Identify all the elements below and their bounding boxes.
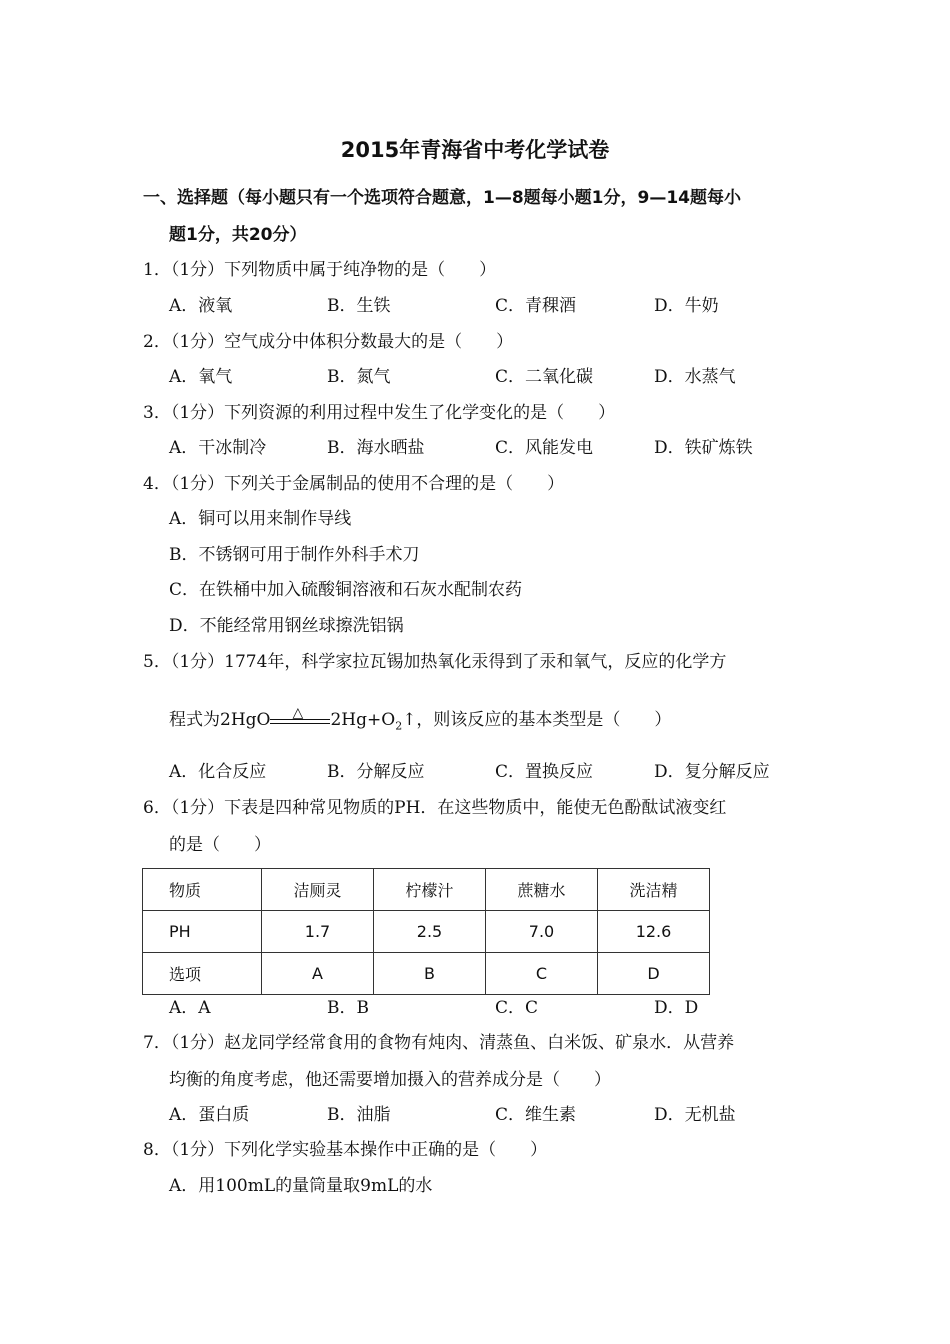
question-7-stem: 7．（1分）赵龙同学经常食用的食物有炖肉、清蒸鱼、白米饭、矿泉水．从营养 (143, 1033, 735, 1053)
table-row (143, 953, 710, 995)
question-6-option-d: D．D (654, 998, 699, 1018)
table-row (143, 911, 710, 953)
table-cell: 7.0 (486, 911, 598, 953)
question-4-option-c: C．在铁桶中加入硫酸铜溶液和石灰水配制农药 (169, 580, 523, 600)
table-cell: C (486, 953, 598, 995)
table-cell: 12.6 (598, 911, 710, 953)
question-3-stem: 3．（1分）下列资源的利用过程中发生了化学变化的是（ ） (143, 403, 616, 423)
table-cell: 1.7 (262, 911, 374, 953)
question-5-option-b: B．分解反应 (327, 762, 425, 782)
question-8-stem: 8．（1分）下列化学实验基本操作中正确的是（ ） (143, 1140, 548, 1160)
question-3-option-a: A．干冰制冷 (169, 438, 267, 458)
question-4-option-a: A．铜可以用来制作导线 (169, 509, 352, 529)
question-5-equation-line (169, 704, 672, 737)
question-5-option-a: A．化合反应 (169, 762, 267, 782)
heat-condition-icon: △ (292, 704, 304, 721)
table-cell: 洁厕灵 (262, 869, 374, 911)
question-7-option-d: D．无机盐 (654, 1105, 736, 1125)
question-6-option-a: A．A (169, 998, 211, 1018)
question-7-option-c: C．维生素 (495, 1105, 577, 1125)
table-cell: PH (143, 911, 262, 953)
question-1-stem: 1．（1分）下列物质中属于纯净物的是（ ） (143, 260, 497, 280)
question-1-option-d: D．牛奶 (654, 296, 719, 316)
table-cell: 物质 (143, 869, 262, 911)
question-6-option-c: C．C (495, 998, 539, 1018)
table-cell: 2.5 (374, 911, 486, 953)
table-cell: B (374, 953, 486, 995)
question-2-option-d: D．水蒸气 (654, 367, 736, 387)
question-2-stem: 2．（1分）空气成分中体积分数最大的是（ ） (143, 332, 514, 352)
section-heading-line2: 题1分，共20分） (169, 225, 307, 245)
table-cell: A (262, 953, 374, 995)
table-cell: 蔗糖水 (486, 869, 598, 911)
equation-subscript: 2 (395, 719, 403, 733)
question-1-option-c: C．青稞酒 (495, 296, 577, 316)
question-6-stem: 6．（1分）下表是四种常见物质的PH．在这些物质中，能使无色酚酞试液变红 (143, 798, 727, 818)
question-6-stem-continued: 的是（ ） (169, 835, 271, 855)
equation-products: 2Hg+O (330, 710, 396, 730)
question-3-option-c: C．风能发电 (495, 438, 594, 458)
equation-reactant: 程式为2HgO (169, 710, 271, 730)
question-6-option-b: B．B (327, 998, 369, 1018)
question-7-option-a: A．蛋白质 (169, 1105, 250, 1125)
question-3-option-b: B．海水晒盐 (327, 438, 425, 458)
question-1-option-b: B．生铁 (327, 296, 391, 316)
question-7-stem-continued: 均衡的角度考虑，他还需要增加摄入的营养成分是（ ） (169, 1070, 611, 1090)
question-3-option-d: D．铁矿炼铁 (654, 438, 753, 458)
table-row (143, 869, 710, 911)
question-2-option-a: A．氧气 (169, 367, 233, 387)
question-5-option-d: D．复分解反应 (654, 762, 770, 782)
equation-suffix: ↑，则该反应的基本类型是（ ） (402, 710, 672, 730)
question-4-option-d: D．不能经常用钢丝球擦洗铝锅 (169, 616, 404, 636)
question-2-option-c: C．二氧化碳 (495, 367, 594, 387)
question-4-option-b: B．不锈钢可用于制作外科手术刀 (169, 545, 420, 565)
question-5-stem: 5．（1分）1774年，科学家拉瓦锡加热氧化汞得到了汞和氧气，反应的化学方 (143, 652, 727, 672)
page-title: 2015年青海省中考化学试卷 (340, 138, 610, 162)
question-5-option-c: C．置换反应 (495, 762, 594, 782)
question-1-option-a: A．液氧 (169, 296, 233, 316)
question-4-stem: 4．（1分）下列关于金属制品的使用不合理的是（ ） (143, 474, 565, 494)
reaction-arrow (270, 704, 330, 732)
ph-table (142, 868, 710, 995)
question-7-option-b: B．油脂 (327, 1105, 391, 1125)
table-cell: 柠檬汁 (374, 869, 486, 911)
section-heading-line1: 一、选择题（每小题只有一个选项符合题意，1—8题每小题1分，9—14题每小 (143, 188, 741, 208)
table-cell: 选项 (143, 953, 262, 995)
question-8-option-a: A．用100mL的量筒量取9mL的水 (169, 1176, 433, 1196)
table-cell: 洗洁精 (598, 869, 710, 911)
table-cell: D (598, 953, 710, 995)
question-2-option-b: B．氮气 (327, 367, 391, 387)
